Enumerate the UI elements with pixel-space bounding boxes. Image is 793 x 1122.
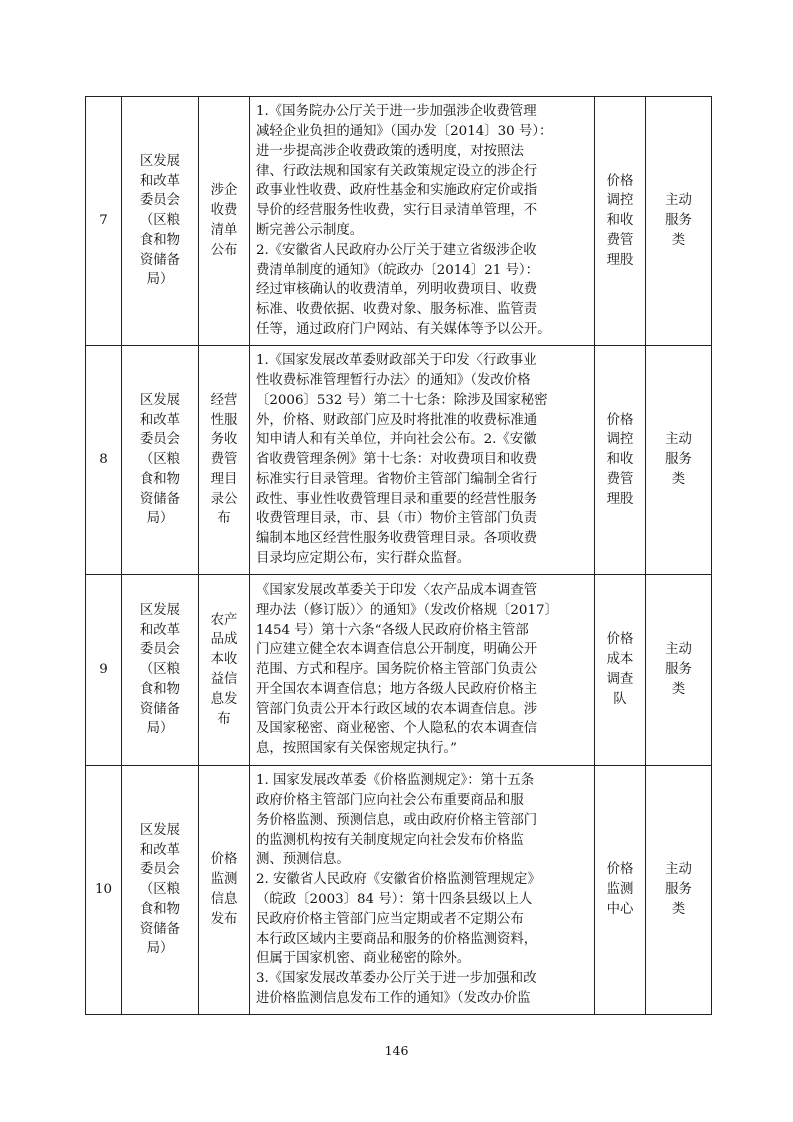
responsible-unit: 价格 调控 和收 费管 理股 [606,173,634,268]
row-number: 10 [94,882,113,898]
basis-cell [250,575,595,766]
disclosure-type: 主动 服务 类 [665,432,692,487]
table-row [86,766,712,1015]
row-number: 9 [99,662,108,678]
disclosure-type: 主动 服务 类 [665,193,692,248]
unit-cell [595,766,646,1015]
disclosure-type: 主动 服务 类 [665,642,692,697]
item-name: 价格 监测 信息 发布 [210,852,238,927]
table-row [86,346,712,575]
department-cell [122,575,199,766]
department-cell [122,346,199,575]
legal-basis: 1.《国务院办公厅关于进一步加强涉企收费管理 减轻企业负担的通知》（国办发〔2014〕30 号）： 进一步提高涉企收费政策的透明度，对按照法 律、行政法规和国家有关政策规定设立的涉企行 政事业性收费、政府性基金和实施政府定价或指 导价的经营服务性收费，实行目录清单管理，不 断完善公示制度。 2.《安徽省人民政府办公厅关于建立省级涉企收 费清单制度的通知》（皖政办〔2014〕21 号）： 经过审核确认的收费清单，列明收费项目、收费 标准、收费依据、收费对象、服务标准、监管责 任等，通过政府门户网站、有关媒体等予以公开。 [256,104,553,337]
row-number: 7 [99,213,108,229]
row-number: 8 [99,452,108,468]
responsible-unit: 价格 监测 中心 [606,862,634,917]
item-name: 经营 性服 务收 费管 理目 录公 布 [210,392,238,527]
basis-cell [250,97,595,346]
disclosure-type: 主动 服务 类 [665,862,692,917]
department-cell [122,97,199,346]
item-name: 农产 品成 本收 益信 息发 布 [210,612,238,727]
department-name: 区发展 和改革 委员会 （区粮 食和物 资储备 局） [139,602,181,737]
type-cell [646,97,712,346]
department-name: 区发展 和改革 委员会 （区粮 食和物 资储备 局） [139,822,181,957]
disclosure-table [85,96,712,1015]
legal-basis: 《国家发展改革委关于印发〈农产品成本调查管 理办法（修订版）〉的通知》（发改价格规〔2017〕 1454 号）第十六条“各级人民政府价格主管部 门应建立健全农本调查信息公开制度，明确公开 范围、方式和程序。国务院价格主管部门负责公 开全国农本调查信息；地方各级人民政府价格主 管部门负责公开本行政区域的农本调查信息。涉 及国家秘密、商业秘密、个人隐私的农本调查信 息，按照国家有关保密规定执行。” [256,582,558,757]
item-cell [199,346,250,575]
table-row [86,97,712,346]
item-cell [199,766,250,1015]
legal-basis: 1.《国家发展改革委财政部关于印发〈行政事业 性收费标准管理暂行办法〉的通知》（发改价格 〔2006〕532 号）第二十七条：除涉及国家秘密 外，价格、财政部门应及时将批准的收费标准通 知申请人和有关单位，并向社会公布。2.《安徽 省收费管理条例》第十七条：对收费项目和收费 标准实行目录管理。省物价主管部门编制全省行 政性、事业性收费管理目录和重要的经营性服务 收费管理目录，市、县（市）物价主管部门负责 编制本地区经营性服务收费管理目录。各项收费 目录均应定期公布，实行群众监督。 [256,353,548,567]
type-cell [646,766,712,1015]
table-row [86,575,712,766]
row-number-cell [86,97,122,346]
page-number: 146 [384,1043,409,1058]
item-name: 涉企 收费 清单 公布 [210,183,238,258]
responsible-unit: 价格 调控 和收 费管 理股 [606,412,634,507]
basis-cell [250,346,595,575]
item-cell [199,97,250,346]
department-name: 区发展 和改革 委员会 （区粮 食和物 资储备 局） [139,392,181,527]
unit-cell [595,346,646,575]
type-cell [646,575,712,766]
basis-cell [250,766,595,1015]
item-cell [199,575,250,766]
type-cell [646,346,712,575]
department-cell [122,766,199,1015]
row-number-cell [86,575,122,766]
department-name: 区发展 和改革 委员会 （区粮 食和物 资储备 局） [139,153,181,288]
row-number-cell [86,766,122,1015]
unit-cell [595,575,646,766]
row-number-cell [86,346,122,575]
responsible-unit: 价格 成本 调查 队 [606,632,634,707]
unit-cell [595,97,646,346]
legal-basis: 1. 国家发展改革委《价格监测规定》：第十五条 政府价格主管部门应向社会公布重要商品和服 务价格监测、预测信息，或由政府价格主管部门 的监测机构按有关制度规定向社会发布价格监 测、预测信息。 2. 安徽省人民政府《安徽省价格监测管理规定》 （皖政〔2003〕84 号）：第十四条县级以上人 民政府价格主管部门应当定期或者不定期公布 本行政区域内主要商品和服务的价格监测资料， 但属于国家机密、商业秘密的除外。 3.《国家发展改革委办公厅关于进一步加强和改 进价格监测信息发布工作的通知》（发改办价监 [256,773,541,1006]
